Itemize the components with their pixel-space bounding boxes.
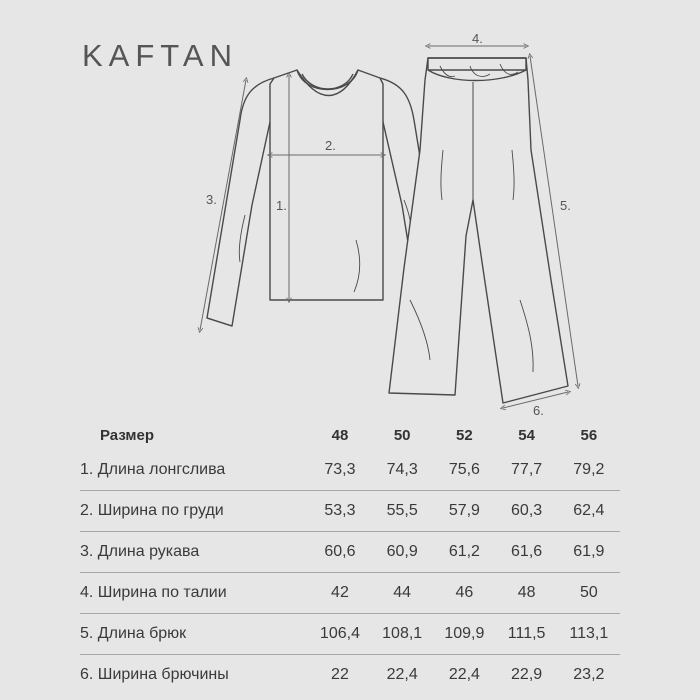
size-header-cell: 54 [518, 426, 535, 444]
row-value: 111,5 [507, 625, 546, 642]
row-name: 2. Ширина по груди [80, 502, 224, 519]
measure-label-6: 6. [533, 403, 544, 418]
row-value: 60,3 [511, 502, 543, 519]
row-value: 57,9 [448, 502, 480, 519]
row-value: 73,3 [324, 461, 356, 478]
size-header-row [80, 420, 620, 450]
row-value: 44 [393, 584, 412, 601]
row-value: 108,1 [382, 625, 423, 642]
row-name: 3. Длина рукава [80, 543, 200, 560]
measure-label-4: 4. [472, 31, 483, 46]
row-value: 22,4 [386, 666, 418, 683]
size-header-cell: 52 [456, 426, 473, 444]
table-row [80, 450, 620, 491]
row-value: 62,4 [573, 502, 605, 519]
measure-label-5: 5. [560, 198, 571, 213]
row-value: 48 [517, 584, 536, 601]
size-table [80, 420, 620, 695]
row-value: 109,9 [444, 625, 485, 642]
pants-drawing [389, 58, 568, 403]
size-header-label: Размер [100, 426, 155, 444]
shirt-left-sleeve [207, 78, 274, 326]
row-value: 22,9 [511, 666, 543, 683]
row-value: 55,5 [386, 502, 418, 519]
row-value: 23,2 [573, 666, 605, 683]
table-row [80, 614, 620, 655]
table-row [80, 532, 620, 573]
row-value: 22,4 [448, 666, 480, 683]
row-name: 6. Ширина брючины [80, 666, 229, 683]
row-name: 1. Длина лонгслива [80, 461, 226, 478]
measure-label-3: 3. [206, 192, 217, 207]
table-row [80, 573, 620, 614]
row-value: 77,7 [511, 461, 543, 478]
shirt-left-cuff [207, 318, 232, 326]
row-value: 50 [579, 584, 598, 601]
size-header-cell: 48 [331, 426, 349, 444]
row-value: 106,4 [319, 625, 360, 642]
row-name: 5. Длина брюк [80, 625, 187, 642]
row-value: 60,9 [386, 543, 418, 560]
row-value: 74,3 [386, 461, 418, 478]
row-value: 61,6 [511, 543, 543, 560]
table-row [80, 655, 620, 696]
measure-label-2: 2. [325, 138, 336, 153]
row-value: 60,6 [324, 543, 356, 560]
row-value: 46 [455, 584, 474, 601]
row-value: 79,2 [573, 461, 605, 478]
row-value: 22 [331, 666, 349, 683]
shirt-body-outline [270, 70, 383, 300]
size-header-cell: 50 [393, 426, 411, 444]
pants-outline [389, 58, 568, 403]
row-value: 113,1 [569, 625, 609, 642]
brand-logo-text: KAFTAN [82, 38, 238, 73]
row-value: 42 [331, 584, 349, 601]
row-name: 4. Ширина по талии [80, 584, 227, 601]
row-value: 53,3 [324, 502, 356, 519]
row-value: 75,6 [448, 461, 480, 478]
row-value: 61,9 [573, 543, 605, 560]
row-value: 61,2 [448, 543, 480, 560]
measure-label-1: 1. [276, 198, 287, 213]
table-row [80, 491, 620, 532]
size-header-cell: 56 [580, 426, 598, 444]
